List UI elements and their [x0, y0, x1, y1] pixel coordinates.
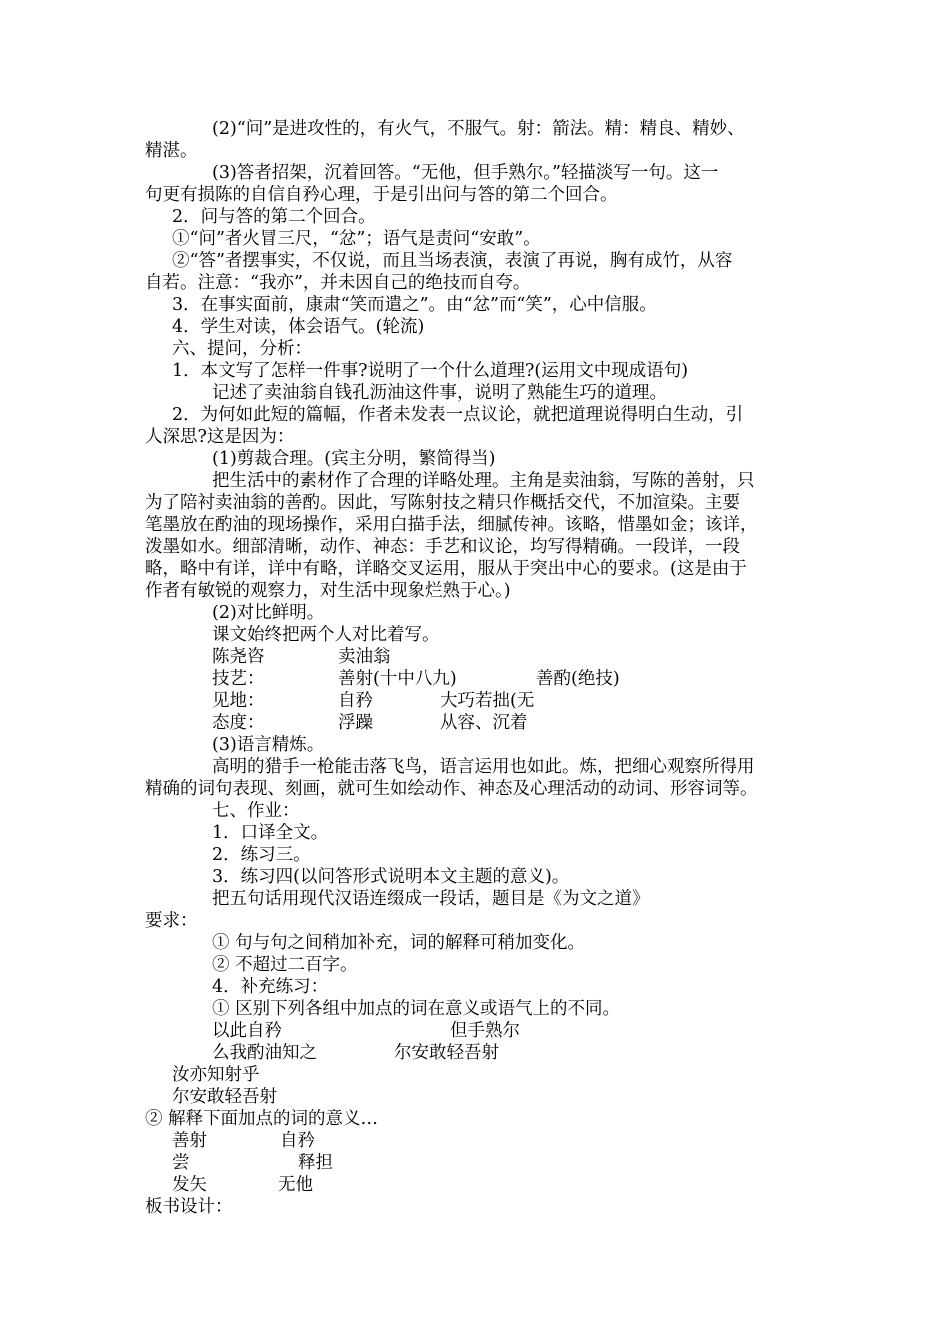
compare-cell: 自矜 — [338, 691, 373, 711]
text-line: 把生活中的素材作了合理的详略处理。主角是卖油翁，写陈的善射，只 — [212, 471, 755, 491]
text-line: 高明的猎手一枪能击落飞鸟，语言运用也如此。炼，把细心观察所得用 — [212, 757, 755, 777]
compare-cell: 大巧若拙(无 — [440, 691, 535, 711]
text-line: 自若。注意：“我亦”，并未因自己的绝技而自夸。 — [145, 273, 531, 293]
text-line: ① 区别下列各组中加点的词在意义或语气上的不同。 — [212, 999, 621, 1019]
text-line: 2．为何如此短的篇幅，作者未发表一点议论，就把道理说得明白生动，引 — [172, 405, 744, 425]
text-line: 精确的词句表现、刻画，就可生如绘动作、神态及心理活动的动词、形容词等。 — [145, 779, 758, 799]
text-line: ①“问”者火冒三尺，“忿”；语气是责问“安敢”。 — [172, 229, 541, 249]
vocab-cell: 善射 — [172, 1131, 207, 1151]
compare-cell: 见地： — [212, 691, 265, 711]
text-line: 精湛。 — [145, 141, 198, 161]
word-cell: 但手熟尔 — [450, 1021, 520, 1041]
text-line: ②“答”者摆事实，不仅说，而且当场表演，表演了再说，胸有成竹，从容 — [172, 251, 733, 271]
text-line: 3．练习四(以问答形式说明本文主题的意义)。 — [212, 867, 570, 887]
text-line: 把五句话用现代汉语连缀成一段话，题目是《为文之道》 — [212, 889, 650, 909]
vocab-cell: 发矢 — [172, 1175, 207, 1195]
text-line: 4．补充练习： — [212, 977, 329, 997]
vocab-cell: 无他 — [278, 1175, 313, 1195]
text-line: ② 不超过二百字。 — [212, 955, 358, 975]
compare-cell: 陈尧咨 — [212, 647, 265, 667]
text-line: 3．在事实面前，康肃“笑而遣之”。由“忿”而“笑”，心中信服。 — [172, 295, 657, 315]
text-line: (3)答者招架，沉着回答。“无他，但手熟尔。”轻描淡写一句。这一 — [212, 163, 719, 183]
vocab-cell: 尝 — [172, 1153, 190, 1173]
compare-cell: 卖油翁 — [338, 647, 391, 667]
vocab-cell: 自矜 — [280, 1131, 315, 1151]
text-line: 课文始终把两个人对比着写。 — [212, 625, 440, 645]
compare-cell: 技艺： — [212, 669, 265, 689]
text-line: 人深思?这是因为： — [145, 427, 295, 447]
text-line: (1)剪裁合理。(宾主分明，繁简得当) — [212, 449, 496, 469]
compare-cell: 善射(十中八九) — [338, 669, 457, 689]
text-line: 要求： — [145, 911, 198, 931]
text-line: 笔墨放在酌油的现场操作，采用白描手法，细腻传神。该略，惜墨如金；该详， — [145, 515, 758, 535]
text-line: 为了陪衬卖油翁的善酌。因此，写陈射技之精只作概括交代，不加渲染。主要 — [145, 493, 740, 513]
section-heading: 板书设计： — [145, 1197, 233, 1217]
text-line: (3)语言精炼。 — [212, 735, 325, 755]
text-line: 泼墨如水。细部清晰，动作、神态：手艺和议论，均写得精确。一段详，一段 — [145, 537, 740, 557]
text-line: 1．口译全文。 — [212, 823, 329, 843]
compare-cell: 态度： — [212, 713, 265, 733]
word-cell: 以此自矜 — [212, 1021, 282, 1041]
text-line: 略，略中有详，详中有略，详略交叉运用，服从于突出中心的要求。(这是由于 — [145, 559, 747, 579]
compare-cell: 浮躁 — [338, 713, 373, 733]
text-line: (2)对比鲜明。 — [212, 603, 325, 623]
text-line: 1．本文写了怎样一件事?说明了一个什么道理?(运用文中现成语句) — [172, 361, 689, 381]
text-line: 2．问与答的第二个回合。 — [172, 207, 376, 227]
word-cell: 么我酌油知之 — [212, 1043, 317, 1063]
text-line: 记述了卖油翁自钱孔沥油这件事，说明了熟能生巧的道理。 — [212, 383, 667, 403]
compare-cell: 善酌(绝技) — [536, 669, 620, 689]
text-line: ② 解释下面加点的词的意义… — [145, 1109, 379, 1129]
word-cell: 尔安敢轻吾射 — [394, 1043, 499, 1063]
text-line: 2．练习三。 — [212, 845, 311, 865]
text-line: 句更有损陈的自信自矜心理，于是引出问与答的第二个回合。 — [145, 185, 618, 205]
text-line: 作者有敏锐的观察力，对生活中现象烂熟于心。) — [145, 581, 511, 601]
text-line: ① 句与句之间稍加补充，词的解释可稍加变化。 — [212, 933, 586, 953]
text-line: 汝亦知射乎 — [172, 1065, 260, 1085]
text-line: (2)“问”是进攻性的，有火气，不服气。射：箭法。精：精良、精妙、 — [212, 119, 745, 139]
compare-cell: 从容、沉着 — [440, 713, 528, 733]
vocab-cell: 释担 — [298, 1153, 333, 1173]
text-line: 尔安敢轻吾射 — [172, 1087, 277, 1107]
section-heading: 六、提问，分析： — [172, 339, 312, 359]
section-heading: 七、作业： — [212, 801, 300, 821]
text-line: 4．学生对读，体会语气。(轮流) — [172, 317, 425, 337]
